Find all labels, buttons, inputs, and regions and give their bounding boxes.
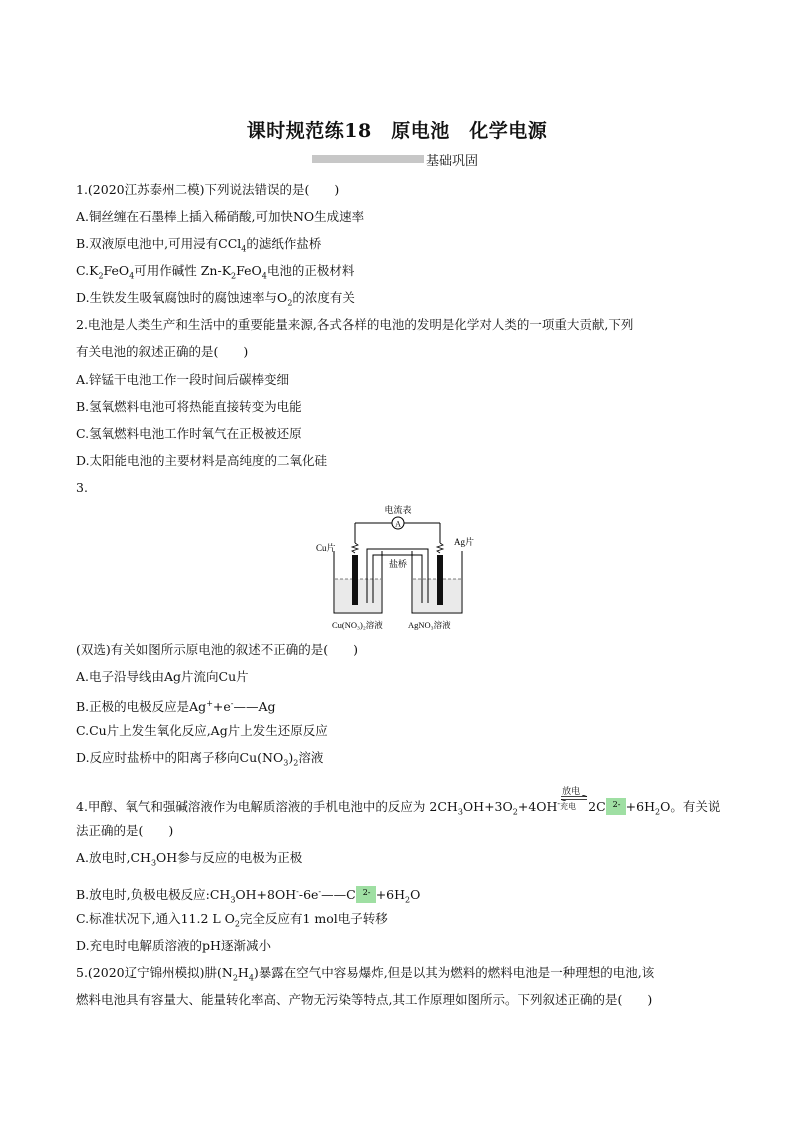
- q5-stem-line1: 5.(2020辽宁锦州模拟)肼$(N_2H_4)$暴露在空气中容易爆炸,但是以其为燃料的燃料电池是一种理想的电池,该: [76, 965, 655, 983]
- q1-option-c: $C.K_2FeO_4$可用作碱性 $Zn-K_2FeO_4$电池的正极材料: [76, 263, 355, 281]
- carbonate-placeholder-b: 2-: [356, 886, 376, 903]
- q4-stem-line2: 法正确的是( ): [76, 823, 174, 838]
- q3-option-d: D.反应时盐桥中的阳离子移向$Cu(NO_3)_2$溶液: [76, 750, 324, 768]
- cu-label: Cu片: [316, 543, 336, 553]
- q1-stem: 1.(2020江苏泰州二模)下列说法错误的是( ): [76, 182, 340, 197]
- q3-option-a: A.电子沿导线由Ag片流向Cu片: [76, 669, 249, 684]
- q5-stem-line2: 燃料电池具有容量大、能量转化率高、产物无污染等特点,其工作原理如图所示。下列叙述正确的是( ): [76, 992, 653, 1007]
- q3-stem: (双选)有关如图所示原电池的叙述不正确的是( ): [76, 642, 359, 657]
- ag-label: Ag片: [454, 537, 474, 547]
- salt-bridge-label: 盐桥: [388, 559, 408, 569]
- section-label: 基础巩固: [426, 154, 479, 169]
- q2-stem-line2: 有关电池的叙述正确的是( ): [76, 344, 249, 359]
- q4-option-a: A.放电时$,CH_3OH$参与反应的电极为正极: [76, 850, 303, 868]
- q4-option-c: C.标准状况下,通入11.2 L $O_2$完全反应有1 mol电子转移: [76, 911, 388, 929]
- ag-solution-label: AgNO₃溶液: [408, 620, 451, 630]
- q4-option-d: D.充电时电解质溶液的pH逐渐减小: [76, 938, 271, 953]
- svg-text:A: A: [395, 519, 401, 529]
- page-title: 课时规范练18 原电池 化学电源: [246, 120, 548, 142]
- ammeter-label: 电流表: [384, 505, 412, 515]
- q4-stem-line1: 4.甲醇、氧气和强碱溶液作为电解质溶液的手机电池中的反应为 $2CH_3OH+3O_2+4OH^-$ 放电 充电 2C 2- $+6H_2O$。有关说: [76, 787, 721, 817]
- q1-option-b: B.双液原电池中,可用浸有CCl$_4$的滤纸作盐桥: [76, 236, 322, 254]
- cu-electrode: [352, 555, 358, 605]
- ag-electrode: [437, 555, 443, 605]
- q1-option-a: A.铜丝缠在石墨棒上插入稀硝酸,可加快NO生成速率: [76, 209, 365, 224]
- galvanic-cell-diagram: [312, 503, 482, 633]
- q1-option-d: D.生铁发生吸氧腐蚀时的腐蚀速率与$O_2$的浓度有关: [76, 290, 355, 308]
- q2-option-c: C.氢氧燃料电池工作时氧气在正极被还原: [76, 426, 302, 441]
- q2-option-d: D.太阳能电池的主要材料是高纯度的二氧化硅: [76, 453, 328, 468]
- section-bar: [312, 155, 424, 163]
- cu-solution-label: Cu(NO₃)₂溶液: [332, 620, 383, 630]
- q2-stem-line1: 2.电池是人类生产和生活中的重要能量来源,各式各样的电池的发明是化学对人类的一项重大贡献,下列: [76, 317, 634, 332]
- q3-option-b: B.正极的电极反应是Ag++e-——Ag: [76, 699, 276, 715]
- q2-option-a: A.锌锰干电池工作一段时间后碳棒变细: [76, 372, 290, 387]
- q2-option-b: B.氢氧燃料电池可将热能直接转变为电能: [76, 399, 302, 414]
- reversible-arrow: 放电 充电: [560, 795, 588, 813]
- q3-option-c: C.Cu片上发生氧化反应,Ag片上发生还原反应: [76, 723, 328, 738]
- carbonate-placeholder: 2-: [606, 798, 626, 815]
- q4-option-b: B.放电时,负极电极反应$:CH_3OH+8OH^--6e^-——C$ 2- $+6H_2O$: [76, 887, 421, 905]
- q3-number: 3.: [76, 480, 88, 495]
